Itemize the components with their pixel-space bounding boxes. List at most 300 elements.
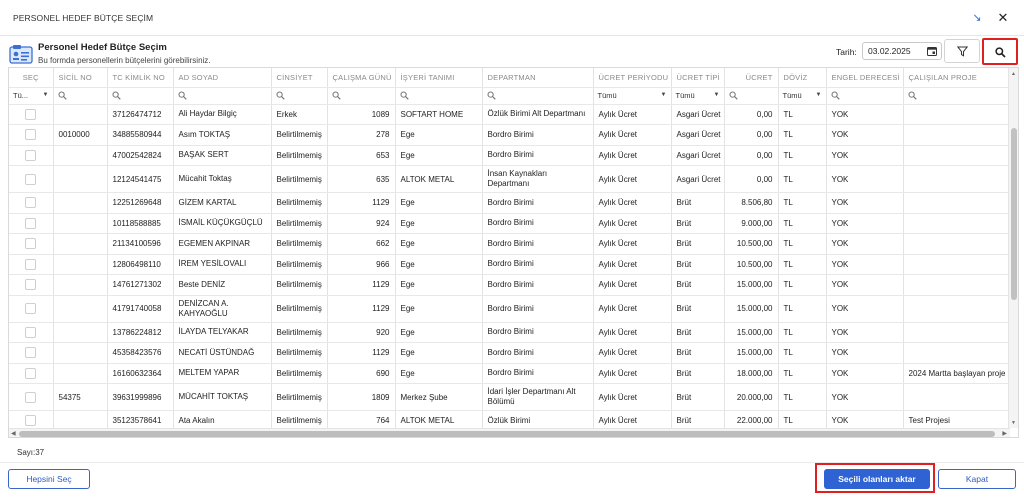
col-sicil-no[interactable]: SİCİL NO	[53, 68, 107, 87]
search-icon	[831, 91, 840, 100]
table-row[interactable]	[9, 411, 1009, 429]
window-title: PERSONEL HEDEF BÜTÇE SEÇİM	[13, 13, 154, 23]
cell-ucret-tipi: Asgari Ücret	[671, 145, 724, 166]
cell-tc-kimlik-no: 37126474712	[107, 104, 173, 125]
col-engel-derecesi[interactable]: ENGEL DERECESİ	[826, 68, 903, 87]
table-row[interactable]	[9, 166, 1009, 193]
cell-ucret-tipi: Brüt	[671, 193, 724, 214]
filter-doviz[interactable]	[778, 87, 826, 104]
cell-isyeri-tanimi: Ege	[395, 343, 482, 364]
table-row[interactable]	[9, 104, 1009, 125]
filter-cinsiyet[interactable]	[271, 87, 327, 104]
cell-engel-derecesi: YOK	[826, 384, 903, 411]
col-ucret-periyodu[interactable]: ÜCRET PERİYODU	[593, 68, 671, 87]
form-list-icon	[9, 44, 33, 64]
cell-doviz: TL	[778, 254, 826, 275]
cell-ucret: 15.000,00	[724, 275, 778, 296]
cell-calisma-gunu: 690	[327, 363, 395, 384]
cell-sicil-no	[53, 145, 107, 166]
cell-tc-kimlik-no: 10118588885	[107, 213, 173, 234]
search-icon	[178, 91, 187, 100]
cell-isyeri-tanimi: Ege	[395, 145, 482, 166]
cell-ucret-periyodu: Aylık Ücret	[593, 295, 671, 322]
row-checkbox[interactable]	[25, 279, 36, 290]
cell-ucret-periyodu: Aylık Ücret	[593, 254, 671, 275]
cell-isyeri-tanimi: Ege	[395, 213, 482, 234]
table-row[interactable]	[9, 145, 1009, 166]
row-select-cell	[9, 363, 53, 384]
cell-calisma-gunu: 1809	[327, 384, 395, 411]
cell-doviz: TL	[778, 322, 826, 343]
search-icon	[276, 91, 285, 100]
cell-sicil-no	[53, 343, 107, 364]
filter-ucret[interactable]	[724, 87, 778, 104]
row-checkbox[interactable]	[25, 368, 36, 379]
scroll-up-icon[interactable]: ▲	[1011, 71, 1016, 77]
cell-tc-kimlik-no: 34885580944	[107, 125, 173, 146]
row-select-cell	[9, 125, 53, 146]
cell-calisilan-proje: 2024 Martta başlayan proje	[903, 363, 1009, 384]
cell-ad-soyad: EGEMEN AKPINAR	[173, 234, 271, 255]
row-select-cell	[9, 104, 53, 125]
col-ucret[interactable]: ÜCRET	[724, 68, 778, 87]
cell-isyeri-tanimi: Ege	[395, 234, 482, 255]
cell-engel-derecesi: YOK	[826, 104, 903, 125]
cell-calisma-gunu: 1089	[327, 104, 395, 125]
row-checkbox[interactable]	[25, 238, 36, 249]
cell-ucret-periyodu: Aylık Ücret	[593, 234, 671, 255]
cell-ucret-periyodu: Aylık Ücret	[593, 125, 671, 146]
cell-isyeri-tanimi: ALTOK METAL	[395, 166, 482, 193]
cell-ad-soyad: Beste DENİZ	[173, 275, 271, 296]
cell-ad-soyad: Mücahit Toktaş	[173, 166, 271, 193]
cell-ucret-tipi: Brüt	[671, 363, 724, 384]
cell-tc-kimlik-no: 47002542824	[107, 145, 173, 166]
cell-ucret: 10.500,00	[724, 254, 778, 275]
search-icon	[995, 47, 1006, 58]
cell-ucret-periyodu: Aylık Ücret	[593, 145, 671, 166]
scroll-right-icon[interactable]: ▶	[1002, 431, 1007, 437]
cell-calisilan-proje: Test Projesi	[903, 411, 1009, 429]
cell-departman: Bordro Birimi	[482, 145, 593, 166]
row-select-cell	[9, 145, 53, 166]
filter-departman[interactable]	[482, 87, 593, 104]
cell-sicil-no	[53, 254, 107, 275]
filter-button[interactable]	[944, 39, 980, 63]
cell-ucret: 10.500,00	[724, 234, 778, 255]
cell-calisilan-proje	[903, 275, 1009, 296]
personnel-table	[9, 68, 1009, 428]
cell-ucret: 9.000,00	[724, 213, 778, 234]
cell-ucret-tipi: Asgari Ücret	[671, 166, 724, 193]
search-icon	[112, 91, 121, 100]
cell-sicil-no: 0010000	[53, 125, 107, 146]
filter-ucret-periyodu[interactable]	[593, 87, 671, 104]
cell-engel-derecesi: YOK	[826, 166, 903, 193]
cell-tc-kimlik-no: 12806498110	[107, 254, 173, 275]
cell-departman: Bordro Birimi	[482, 343, 593, 364]
cell-calisilan-proje	[903, 166, 1009, 193]
filter-ucret-tipi[interactable]	[671, 87, 724, 104]
row-checkbox[interactable]	[25, 109, 36, 120]
row-checkbox[interactable]	[25, 129, 36, 140]
cell-ucret-tipi: Brüt	[671, 254, 724, 275]
search-icon	[58, 91, 67, 100]
date-value: 03.02.2025	[868, 46, 911, 56]
row-select-cell	[9, 213, 53, 234]
cell-ad-soyad: DENİZCAN A. KAHYAOĞLU	[173, 295, 271, 322]
cell-cinsiyet: Belirtilmemiş	[271, 193, 327, 214]
table-row[interactable]	[9, 384, 1009, 411]
cell-ucret-periyodu: Aylık Ücret	[593, 322, 671, 343]
table-row[interactable]	[9, 213, 1009, 234]
cell-ucret-periyodu: Aylık Ücret	[593, 166, 671, 193]
cell-ucret: 22.000,00	[724, 411, 778, 429]
cell-calisma-gunu: 662	[327, 234, 395, 255]
cell-ucret: 20.000,00	[724, 384, 778, 411]
cell-cinsiyet: Belirtilmemiş	[271, 295, 327, 322]
filter-row	[9, 87, 1009, 104]
table-row[interactable]	[9, 322, 1009, 343]
search-icon	[487, 91, 496, 100]
dropdown-arrow-icon: ▼	[713, 92, 720, 98]
cell-calisma-gunu: 764	[327, 411, 395, 429]
cell-departman: Bordro Birimi	[482, 275, 593, 296]
cell-cinsiyet: Belirtilmemiş	[271, 384, 327, 411]
table-row[interactable]	[9, 125, 1009, 146]
filter-ucret-periyodu-value: Tümü	[597, 91, 617, 100]
cell-isyeri-tanimi: Ege	[395, 322, 482, 343]
cell-sicil-no	[53, 275, 107, 296]
cell-departman: Bordro Birimi	[482, 234, 593, 255]
cell-calisma-gunu: 920	[327, 322, 395, 343]
row-checkbox[interactable]	[25, 197, 36, 208]
cell-engel-derecesi: YOK	[826, 125, 903, 146]
cell-ad-soyad: İREM YESİLOVALI	[173, 254, 271, 275]
cell-tc-kimlik-no: 35123578641	[107, 411, 173, 429]
cell-ucret-tipi: Brüt	[671, 234, 724, 255]
cell-engel-derecesi: YOK	[826, 411, 903, 429]
scroll-down-icon[interactable]: ▼	[1011, 420, 1016, 426]
table-row[interactable]	[9, 343, 1009, 364]
search-icon	[332, 91, 341, 100]
form-description: Bu formda personellerin bütçelerini görebilirsiniz.	[38, 56, 211, 65]
cell-calisilan-proje	[903, 193, 1009, 214]
filter-ucret-tipi-value: Tümü	[675, 91, 695, 100]
cell-tc-kimlik-no: 21134100596	[107, 234, 173, 255]
cell-ucret-tipi: Brüt	[671, 343, 724, 364]
cell-calisma-gunu: 1129	[327, 275, 395, 296]
form-header	[0, 36, 1024, 68]
cell-tc-kimlik-no: 16160632364	[107, 363, 173, 384]
cell-ucret: 18.000,00	[724, 363, 778, 384]
cell-cinsiyet: Belirtilmemiş	[271, 343, 327, 364]
cell-tc-kimlik-no: 41791740058	[107, 295, 173, 322]
cell-ad-soyad: Ali Haydar Bilgiç	[173, 104, 271, 125]
cell-calisma-gunu: 1129	[327, 193, 395, 214]
cell-ucret-tipi: Brüt	[671, 275, 724, 296]
cell-tc-kimlik-no: 12251269648	[107, 193, 173, 214]
filter-doviz-value: Tümü	[782, 91, 802, 100]
cell-doviz: TL	[778, 411, 826, 429]
date-input[interactable]	[862, 42, 942, 60]
row-select-cell	[9, 254, 53, 275]
table-row[interactable]	[9, 295, 1009, 322]
record-count: Sayı:37	[17, 448, 45, 457]
cell-ad-soyad: Ata Akalın	[173, 411, 271, 429]
row-checkbox[interactable]	[25, 150, 36, 161]
cell-cinsiyet: Belirtilmemiş	[271, 234, 327, 255]
cell-cinsiyet: Belirtilmemiş	[271, 166, 327, 193]
cell-doviz: TL	[778, 343, 826, 364]
filter-engel-derecesi[interactable]	[826, 87, 903, 104]
cell-doviz: TL	[778, 213, 826, 234]
cell-departman: Özlük Birimi	[482, 411, 593, 429]
filter-icon	[957, 46, 968, 57]
cell-ucret-tipi: Asgari Ücret	[671, 104, 724, 125]
cell-isyeri-tanimi: ALTOK METAL	[395, 411, 482, 429]
search-icon	[729, 91, 738, 100]
cell-doviz: TL	[778, 104, 826, 125]
cell-calisilan-proje	[903, 254, 1009, 275]
cell-sicil-no: 54375	[53, 384, 107, 411]
cell-ad-soyad: NECATİ ÜSTÜNDAĞ	[173, 343, 271, 364]
cell-doviz: TL	[778, 125, 826, 146]
cell-doviz: TL	[778, 193, 826, 214]
cell-sicil-no	[53, 234, 107, 255]
col-ucret-tipi[interactable]: ÜCRET TİPİ	[671, 68, 724, 87]
cell-ad-soyad: BAŞAK SERT	[173, 145, 271, 166]
filter-calisma-gunu[interactable]	[327, 87, 395, 104]
row-select-cell	[9, 275, 53, 296]
cell-ucret: 0,00	[724, 104, 778, 125]
cell-ucret: 0,00	[724, 125, 778, 146]
cell-calisma-gunu: 635	[327, 166, 395, 193]
col-sec[interactable]: SEÇ	[9, 68, 53, 87]
cell-ucret-tipi: Brüt	[671, 322, 724, 343]
cell-doviz: TL	[778, 295, 826, 322]
cell-ad-soyad: İSMAİL KÜÇÜKGÜÇLÜ	[173, 213, 271, 234]
col-ad-soyad[interactable]: AD SOYAD	[173, 68, 271, 87]
form-title: Personel Hedef Bütçe Seçim	[38, 42, 167, 53]
cell-ad-soyad: İLAYDA TELYAKAR	[173, 322, 271, 343]
cell-cinsiyet: Belirtilmemiş	[271, 322, 327, 343]
cell-engel-derecesi: YOK	[826, 213, 903, 234]
cell-engel-derecesi: YOK	[826, 343, 903, 364]
cell-doviz: TL	[778, 234, 826, 255]
filter-sec[interactable]	[9, 87, 53, 104]
dropdown-arrow-icon: ▼	[42, 92, 49, 98]
cell-ucret-periyodu: Aylık Ücret	[593, 193, 671, 214]
cell-departman: Özlük Birimi Alt Departmanı	[482, 104, 593, 125]
row-checkbox[interactable]	[25, 174, 36, 185]
row-select-cell	[9, 166, 53, 193]
cell-cinsiyet: Belirtilmemiş	[271, 275, 327, 296]
filter-calisilan-proje[interactable]	[903, 87, 1009, 104]
cell-ucret: 15.000,00	[724, 343, 778, 364]
filter-ad-soyad[interactable]	[173, 87, 271, 104]
cell-engel-derecesi: YOK	[826, 322, 903, 343]
cell-calisilan-proje	[903, 125, 1009, 146]
row-select-cell	[9, 343, 53, 364]
cell-tc-kimlik-no: 45358423576	[107, 343, 173, 364]
cell-engel-derecesi: YOK	[826, 193, 903, 214]
col-isyeri-tanimi[interactable]: İŞYERİ TANIMI	[395, 68, 482, 87]
filter-sicil-no[interactable]	[53, 87, 107, 104]
cell-sicil-no	[53, 322, 107, 343]
search-icon	[908, 91, 917, 100]
row-select-cell	[9, 234, 53, 255]
cell-calisilan-proje	[903, 343, 1009, 364]
cell-engel-derecesi: YOK	[826, 295, 903, 322]
cell-doviz: TL	[778, 363, 826, 384]
header-row	[9, 68, 1009, 87]
dropdown-arrow-icon: ▼	[660, 92, 667, 98]
row-checkbox[interactable]	[25, 415, 36, 426]
search-button[interactable]	[982, 38, 1018, 65]
col-calisma-gunu[interactable]: ÇALIŞMA GÜNÜ	[327, 68, 395, 87]
cell-ucret-periyodu: Aylık Ücret	[593, 104, 671, 125]
transfer-selected-button[interactable]: Seçili olanları aktar	[824, 469, 930, 489]
row-select-cell	[9, 322, 53, 343]
row-checkbox[interactable]	[25, 303, 36, 314]
cell-departman: Bordro Birimi	[482, 213, 593, 234]
table-row[interactable]	[9, 234, 1009, 255]
cell-departman: Bordro Birimi	[482, 295, 593, 322]
row-select-cell	[9, 193, 53, 214]
cell-departman: Bordro Birimi	[482, 193, 593, 214]
personnel-grid	[8, 67, 1019, 438]
cell-cinsiyet: Belirtilmemiş	[271, 125, 327, 146]
table-row[interactable]	[9, 363, 1009, 384]
search-icon	[400, 91, 409, 100]
cell-ucret-periyodu: Aylık Ücret	[593, 343, 671, 364]
cell-cinsiyet: Belirtilmemiş	[271, 254, 327, 275]
col-doviz[interactable]: DÖVİZ	[778, 68, 826, 87]
cell-isyeri-tanimi: Merkez Şube	[395, 384, 482, 411]
cell-calisma-gunu: 1129	[327, 343, 395, 364]
cell-isyeri-tanimi: SOFTART HOME	[395, 104, 482, 125]
scroll-left-icon[interactable]: ◀	[11, 431, 16, 437]
col-calisilan-proje[interactable]: ÇALIŞILAN PROJE	[903, 68, 1009, 87]
cell-isyeri-tanimi: Ege	[395, 295, 482, 322]
cell-departman: İdari İşler Departmanı Alt Bölümü	[482, 384, 593, 411]
cell-ucret: 15.000,00	[724, 295, 778, 322]
cell-calisma-gunu: 653	[327, 145, 395, 166]
select-all-button[interactable]: Hepsini Seç	[8, 469, 90, 489]
filter-sec-value: Tü...	[13, 91, 29, 100]
calendar-icon[interactable]	[927, 46, 937, 56]
cell-isyeri-tanimi: Ege	[395, 254, 482, 275]
cell-cinsiyet: Belirtilmemiş	[271, 411, 327, 429]
cell-ucret-periyodu: Aylık Ücret	[593, 275, 671, 296]
cell-cinsiyet: Belirtilmemiş	[271, 145, 327, 166]
cell-cinsiyet: Belirtilmemiş	[271, 213, 327, 234]
cell-tc-kimlik-no: 14761271302	[107, 275, 173, 296]
vertical-scroll-thumb[interactable]	[1011, 128, 1017, 300]
filter-isyeri-tanimi[interactable]	[395, 87, 482, 104]
cell-calisilan-proje	[903, 322, 1009, 343]
cell-sicil-no	[53, 363, 107, 384]
cell-sicil-no	[53, 411, 107, 429]
cell-doviz: TL	[778, 275, 826, 296]
cell-doviz: TL	[778, 145, 826, 166]
cell-cinsiyet: Belirtilmemiş	[271, 363, 327, 384]
cell-calisilan-proje	[903, 104, 1009, 125]
cell-ad-soyad: MÜCAHİT TOKTAŞ	[173, 384, 271, 411]
cell-ad-soyad: GİZEM KARTAL	[173, 193, 271, 214]
col-departman[interactable]: DEPARTMAN	[482, 68, 593, 87]
cell-departman: Bordro Birimi	[482, 363, 593, 384]
col-tc-kimlik-no[interactable]: TC KİMLİK NO	[107, 68, 173, 87]
cell-engel-derecesi: YOK	[826, 275, 903, 296]
cell-sicil-no	[53, 193, 107, 214]
horizontal-scroll-thumb[interactable]	[19, 431, 995, 437]
cell-engel-derecesi: YOK	[826, 234, 903, 255]
cell-calisma-gunu: 924	[327, 213, 395, 234]
table-row[interactable]	[9, 193, 1009, 214]
minimize-icon[interactable]: ↘	[972, 12, 982, 24]
cell-departman: Bordro Birimi	[482, 322, 593, 343]
cell-calisilan-proje	[903, 295, 1009, 322]
cell-ucret-tipi: Brüt	[671, 411, 724, 429]
table-row[interactable]	[9, 275, 1009, 296]
row-select-cell	[9, 411, 53, 429]
close-icon[interactable]: ✕	[997, 10, 1009, 25]
cell-ucret-periyodu: Aylık Ücret	[593, 213, 671, 234]
row-checkbox[interactable]	[25, 259, 36, 270]
filter-tc-kimlik-no[interactable]	[107, 87, 173, 104]
cell-ucret-tipi: Brüt	[671, 384, 724, 411]
cell-ucret-tipi: Brüt	[671, 213, 724, 234]
cell-isyeri-tanimi: Ege	[395, 193, 482, 214]
cell-ucret-tipi: Asgari Ücret	[671, 125, 724, 146]
table-body	[9, 104, 1009, 428]
row-checkbox[interactable]	[25, 218, 36, 229]
cell-ad-soyad: Asım TOKTAŞ	[173, 125, 271, 146]
cell-ucret: 8.506,80	[724, 193, 778, 214]
cell-ucret: 0,00	[724, 145, 778, 166]
row-checkbox[interactable]	[25, 327, 36, 338]
cell-departman: İnsan Kaynakları Departmanı	[482, 166, 593, 193]
cell-engel-derecesi: YOK	[826, 363, 903, 384]
title-bar	[0, 0, 1024, 36]
close-button[interactable]: Kapat	[938, 469, 1016, 489]
cell-isyeri-tanimi: Ege	[395, 275, 482, 296]
row-select-cell	[9, 295, 53, 322]
cell-doviz: TL	[778, 384, 826, 411]
cell-calisilan-proje	[903, 213, 1009, 234]
cell-cinsiyet: Erkek	[271, 104, 327, 125]
table-row[interactable]	[9, 254, 1009, 275]
horizontal-scrollbar[interactable]	[9, 428, 1010, 438]
row-checkbox[interactable]	[25, 347, 36, 358]
cell-tc-kimlik-no: 12124541475	[107, 166, 173, 193]
col-cinsiyet[interactable]: CİNSİYET	[271, 68, 327, 87]
cell-doviz: TL	[778, 166, 826, 193]
cell-engel-derecesi: YOK	[826, 254, 903, 275]
row-checkbox[interactable]	[25, 392, 36, 403]
cell-ucret-periyodu: Aylık Ücret	[593, 363, 671, 384]
dropdown-arrow-icon: ▼	[815, 92, 822, 98]
cell-ucret-periyodu: Aylık Ücret	[593, 384, 671, 411]
vertical-scrollbar[interactable]	[1008, 68, 1018, 428]
cell-tc-kimlik-no: 13786224812	[107, 322, 173, 343]
cell-ucret-periyodu: Aylık Ücret	[593, 411, 671, 429]
cell-calisilan-proje	[903, 145, 1009, 166]
cell-ucret-tipi: Brüt	[671, 295, 724, 322]
cell-ad-soyad: MELTEM YAPAR	[173, 363, 271, 384]
